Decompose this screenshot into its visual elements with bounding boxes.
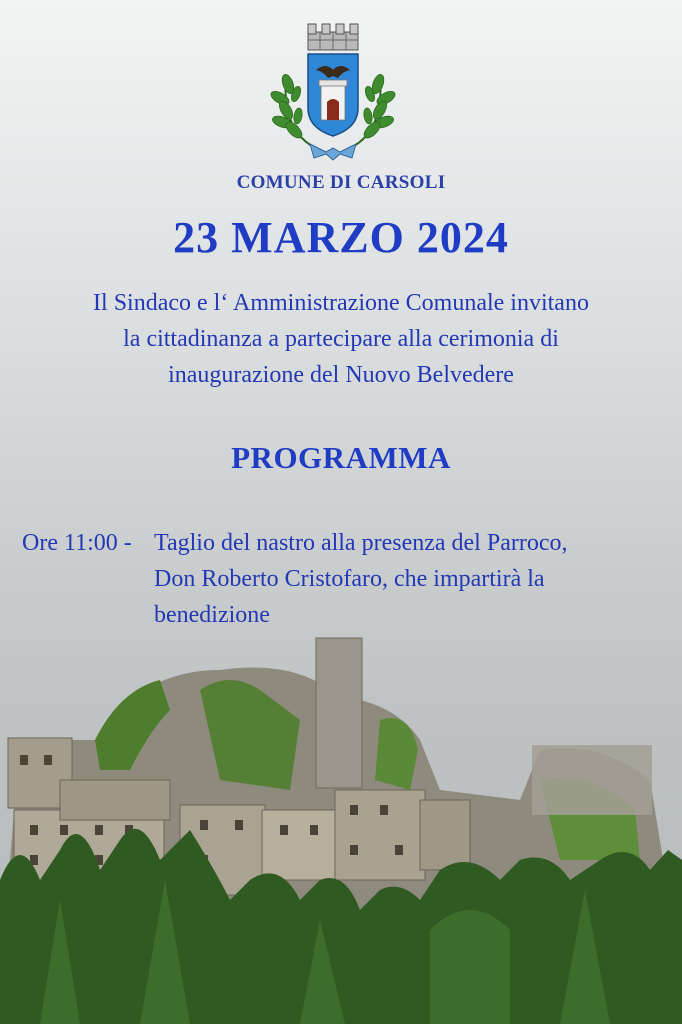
program-item-description xyxy=(154,525,670,633)
carsoli-coat-of-arms-icon xyxy=(268,18,398,168)
mural-crown-icon xyxy=(308,24,358,50)
event-date: 23 MARZO 2024 xyxy=(173,213,509,262)
program-item-line: Taglio del nastro alla presenza del Parroco, xyxy=(154,530,568,556)
shield-icon xyxy=(308,54,358,136)
program-item-time: Ore 11:00 - xyxy=(22,530,132,556)
program-item-line: benedizione xyxy=(154,602,270,628)
invitation-line: la cittadinanza a partecipare alla cerimonia di xyxy=(123,326,559,352)
ribbon-icon xyxy=(310,144,356,160)
invitation-line: inaugurazione del Nuovo Belvedere xyxy=(168,362,514,388)
program-item-line: Don Roberto Cristofaro, che impartirà la xyxy=(154,566,545,592)
invitation-text xyxy=(20,285,662,393)
invitation-line: Il Sindaco e l‘ Amministrazione Comunale invitano xyxy=(93,290,589,316)
program-title: PROGRAMMA xyxy=(231,440,451,475)
municipality-name: COMUNE DI CARSOLI xyxy=(236,172,446,193)
carsoli-castle-hill-village-photo xyxy=(0,630,682,1024)
